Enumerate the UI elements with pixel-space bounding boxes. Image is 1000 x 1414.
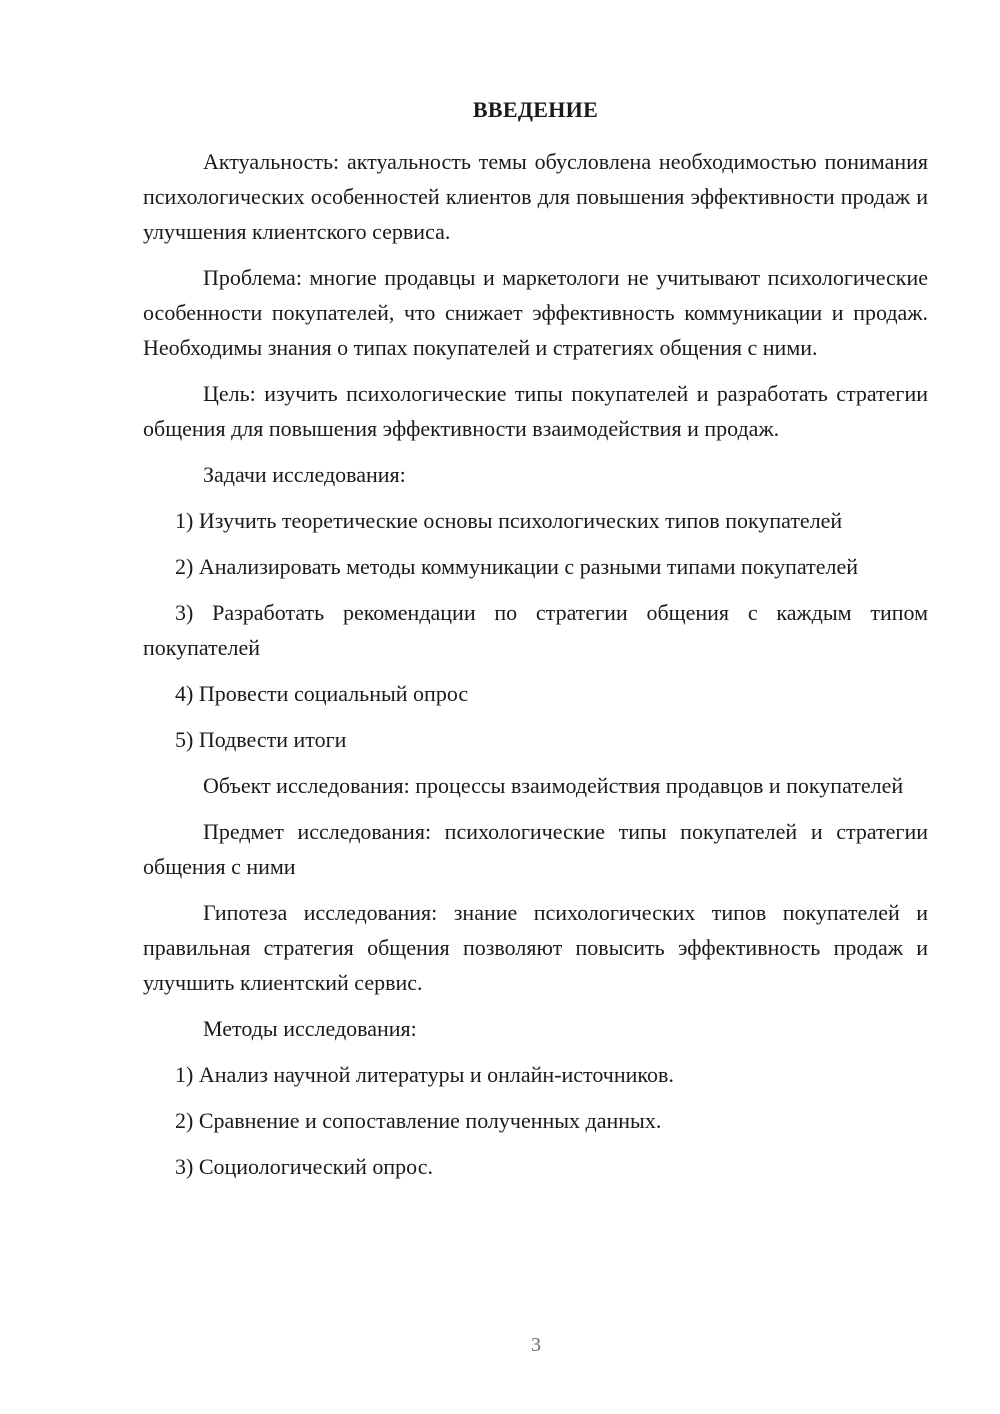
- goal-paragraph: Цель: изучить психологические типы покупателей и разработать стратегии общения для повышения эффективности взаимодействия и продаж.: [143, 381, 928, 441]
- task-item-4: 4) Провести социальный опрос: [175, 681, 469, 706]
- method-item-3: 3) Социологический опрос.: [175, 1154, 433, 1179]
- tasks-heading: Задачи исследования:: [203, 462, 406, 487]
- task-item-1: 1) Изучить теоретические основы психологических типов покупателей: [175, 508, 843, 533]
- page-number: 3: [531, 1334, 541, 1356]
- method-item-1: 1) Анализ научной литературы и онлайн-источников.: [175, 1062, 674, 1087]
- problem-paragraph: Проблема: многие продавцы и маркетологи не учитывают психологические особенности покупателей, что снижает эффективность коммуникации и продаж. Необходимы знания о типах покупателей и стратегиях общения с ними.: [143, 265, 928, 360]
- relevance-paragraph: Актуальность: актуальность темы обусловлена необходимостью понимания психологических особенностей клиентов для повышения эффективности продаж и улучшения клиентского сервиса.: [143, 149, 928, 244]
- task-item-2: 2) Анализировать методы коммуникации с разными типами покупателей: [175, 554, 859, 579]
- task-item-5: 5) Подвести итоги: [175, 727, 347, 752]
- subject-paragraph: Предмет исследования: психологические типы покупателей и стратегии общения с ними: [143, 819, 928, 879]
- methods-heading: Методы исследования:: [203, 1016, 417, 1041]
- method-item-2: 2) Сравнение и сопоставление полученных данных.: [175, 1108, 662, 1133]
- document-page: [143, 92, 928, 1195]
- hypothesis-paragraph: Гипотеза исследования: знание психологических типов покупателей и правильная стратегия общения позволяют повысить эффективность продаж и улучшить клиентский сервис.: [143, 900, 928, 995]
- page-title: ВВЕДЕНИЕ: [472, 97, 599, 122]
- object-paragraph: Объект исследования: процессы взаимодействия продавцов и покупателей: [203, 773, 904, 798]
- task-item-3: 3) Разработать рекомендации по стратегии общения с каждым типом покупателей: [143, 600, 928, 660]
